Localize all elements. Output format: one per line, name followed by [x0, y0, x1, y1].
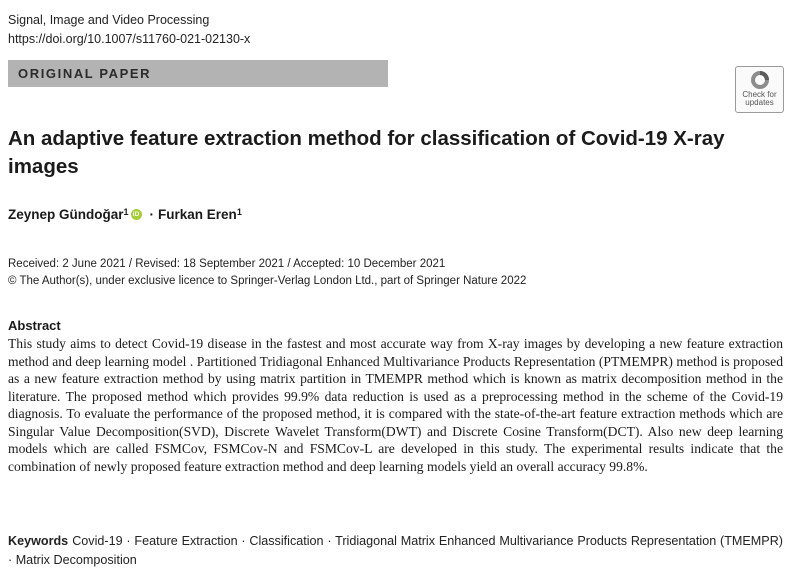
check-for-updates-badge[interactable] — [735, 66, 784, 113]
publication-dates — [8, 256, 526, 290]
abstract-text: This study aims to detect Covid-19 disease in the fastest and most accurate way from X-ray images by developing a new feature extraction method and deep learning model . Partitioned Tridiagonal Enhanced Multivariance Products Representation (PTMEMPR) method is proposed as a new feature extraction method by using matrix partition in TMEMPR method which is known as matrix decomposition method in the literature. The proposed method which provides 99.9% data reduction is used as a preprocessing method in the scheme of the Covid-19 diagnosis. To evaluate the performance of the proposed method, it is compared with the state-of-the-art feature extraction methods which are Singular Value Decomposition(SVD), Discrete Wavelet Transform(DWT) and Discrete Cosine Transform(DCT). Also new deep learning models which are called FSMCov, FSMCov-N and FSMCov-L are developed in this study. The experimental results indicate that the combination of newly proposed feature extraction method and deep learning models yield an overall accuracy 99.8%. — [8, 336, 783, 474]
keywords-label: Keywords — [8, 534, 69, 548]
author-affiliation: 1 — [236, 206, 242, 217]
author-separator: · — [149, 207, 155, 222]
article-type-banner — [8, 60, 388, 87]
orcid-icon[interactable]: iD — [131, 209, 142, 220]
paper-title: An adaptive feature extraction method for classification of Covid-19 X-ray images — [8, 127, 725, 178]
copyright-line: © The Author(s), under exclusive licence to Springer-Verlag London Ltd., part of Springer Nature 2022 — [8, 275, 527, 287]
author-affiliation: 1 — [123, 206, 129, 217]
keywords-text: Covid-19 · Feature Extraction · Classification · Tridiagonal Matrix Enhanced Multivariance Products Representation (TMEMPR) · Matrix Decomposition — [8, 534, 783, 567]
author-name[interactable]: Furkan Eren — [158, 207, 237, 222]
journal-header — [8, 11, 250, 49]
journal-name: Signal, Image and Video Processing — [8, 13, 210, 27]
abstract-heading: Abstract — [8, 318, 61, 333]
article-type-label: ORIGINAL PAPER — [18, 66, 152, 81]
author-name[interactable]: Zeynep Gündoğar — [8, 207, 124, 222]
check-updates-label: Check for updates — [742, 90, 777, 107]
history-line: Received: 2 June 2021 / Revised: 18 September 2021 / Accepted: 10 December 2021 — [8, 258, 446, 270]
author-list — [8, 207, 242, 222]
keywords-section — [8, 532, 783, 570]
doi-link[interactable]: https://doi.org/10.1007/s11760-021-02130-x — [8, 32, 251, 46]
check-updates-icon — [750, 70, 770, 90]
